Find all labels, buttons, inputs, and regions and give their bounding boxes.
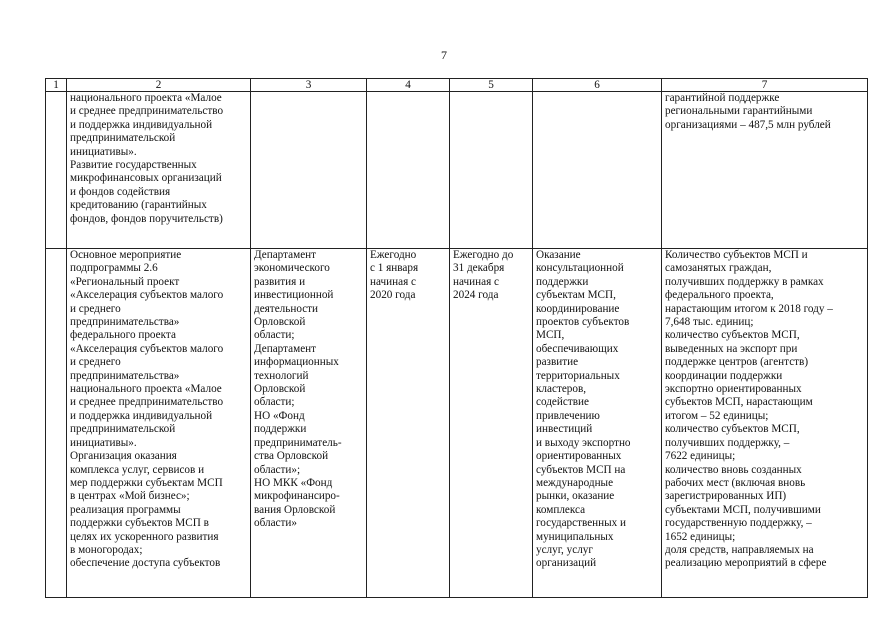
cell-text: Количество субъектов МСП и самозанятых граждан, получивших поддержку в рамках федерального проекта, нарастающим итогом к 2018 году – 7,648 тыс. единиц; количество субъектов МСП, выведенных на экспорт при поддержке центров (агентств) координации поддержки экспортно ориентированных субъектов МСП, нарастающим итогом – 52 единицы; количество субъектов МСП, получивших поддержку, – 7622 единицы; количество вновь созданных рабочих мест (включая вновь зарегистрированных ИП) субъектами МСП, получившими государственную поддержку, – 1652 единицы; доля средств, направляемых на реализацию мероприятий в сфере [665, 249, 833, 570]
column-header: 2 [67, 79, 251, 92]
column-header: 1 [46, 79, 67, 92]
executor-cell [251, 92, 367, 249]
result-cell [533, 92, 662, 249]
cell-text: Ежегодно до 31 декабря начиная с 2024 года [453, 249, 514, 302]
column-header: 4 [367, 79, 450, 92]
event-name-cell [67, 92, 251, 249]
end-date-cell [450, 92, 533, 249]
result-cell [533, 249, 662, 598]
executor-cell [251, 249, 367, 598]
start-date-cell [367, 92, 450, 249]
column-header: 7 [662, 79, 868, 92]
indicator-cell [662, 249, 868, 598]
end-date-cell [450, 249, 533, 598]
cell-text: Основное мероприятие подпрограммы 2.6 «Региональный проект «Акселерация субъектов малого и среднего предпринимательства» федерального проекта «Акселерация субъектов малого и среднего предпринимательства» национального проекта «Малое и среднее предпринимательство и поддержка индивидуальной предпринимательской инициативы». Организация оказания комплекса услуг, сервисов и мер поддержки субъектам МСП в центрах «Мой бизнес»; реализация программы поддержки субъектов МСП в целях их ускоренного развития в моногородах; обеспечение доступа субъектов [70, 249, 224, 570]
event-name-cell [67, 249, 251, 598]
column-header: 5 [450, 79, 533, 92]
page-number: 7 [441, 48, 447, 62]
cell-text: национального проекта «Малое и среднее предпринимательство и поддержка индивидуальной предпринимательской инициативы». Развитие государственных микрофинансовых организаций и фондов содействия кредитованию (гарантийных фондов, фондов поручительств) [70, 92, 224, 225]
column-header: 3 [251, 79, 367, 92]
cell-text: гарантийной поддержке региональными гарантийными организациями – 487,5 млн рублей [665, 92, 831, 131]
table-row [46, 249, 868, 598]
program-table [45, 78, 868, 598]
row-number-cell [46, 249, 67, 598]
column-header: 6 [533, 79, 662, 92]
indicator-cell [662, 92, 868, 249]
cell-text: Департамент экономического развития и инвестиционной деятельности Орловской области; Департамент информационных технологий Орловской области; НО «Фонд поддержки предприниматель- ства Орловской области»; НО МКК «Фонд микрофинансиро- вания Орловской области» [254, 249, 342, 530]
row-number-cell [46, 92, 67, 249]
table-row [46, 92, 868, 249]
cell-text: Ежегодно с 1 января начиная с 2020 года [370, 249, 419, 302]
start-date-cell [367, 249, 450, 598]
column-number-row [46, 79, 868, 92]
cell-text: Оказание консультационной поддержки субъектам МСП, координирование проектов субъектов МСП, обеспечивающих развитие территориальных кластеров, содействие привлечению инвестиций и выходу экспортно ориентированных субъектов МСП на международные рынки, оказание комплекса государственных и муниципальных услуг, услуг организаций [536, 249, 631, 570]
